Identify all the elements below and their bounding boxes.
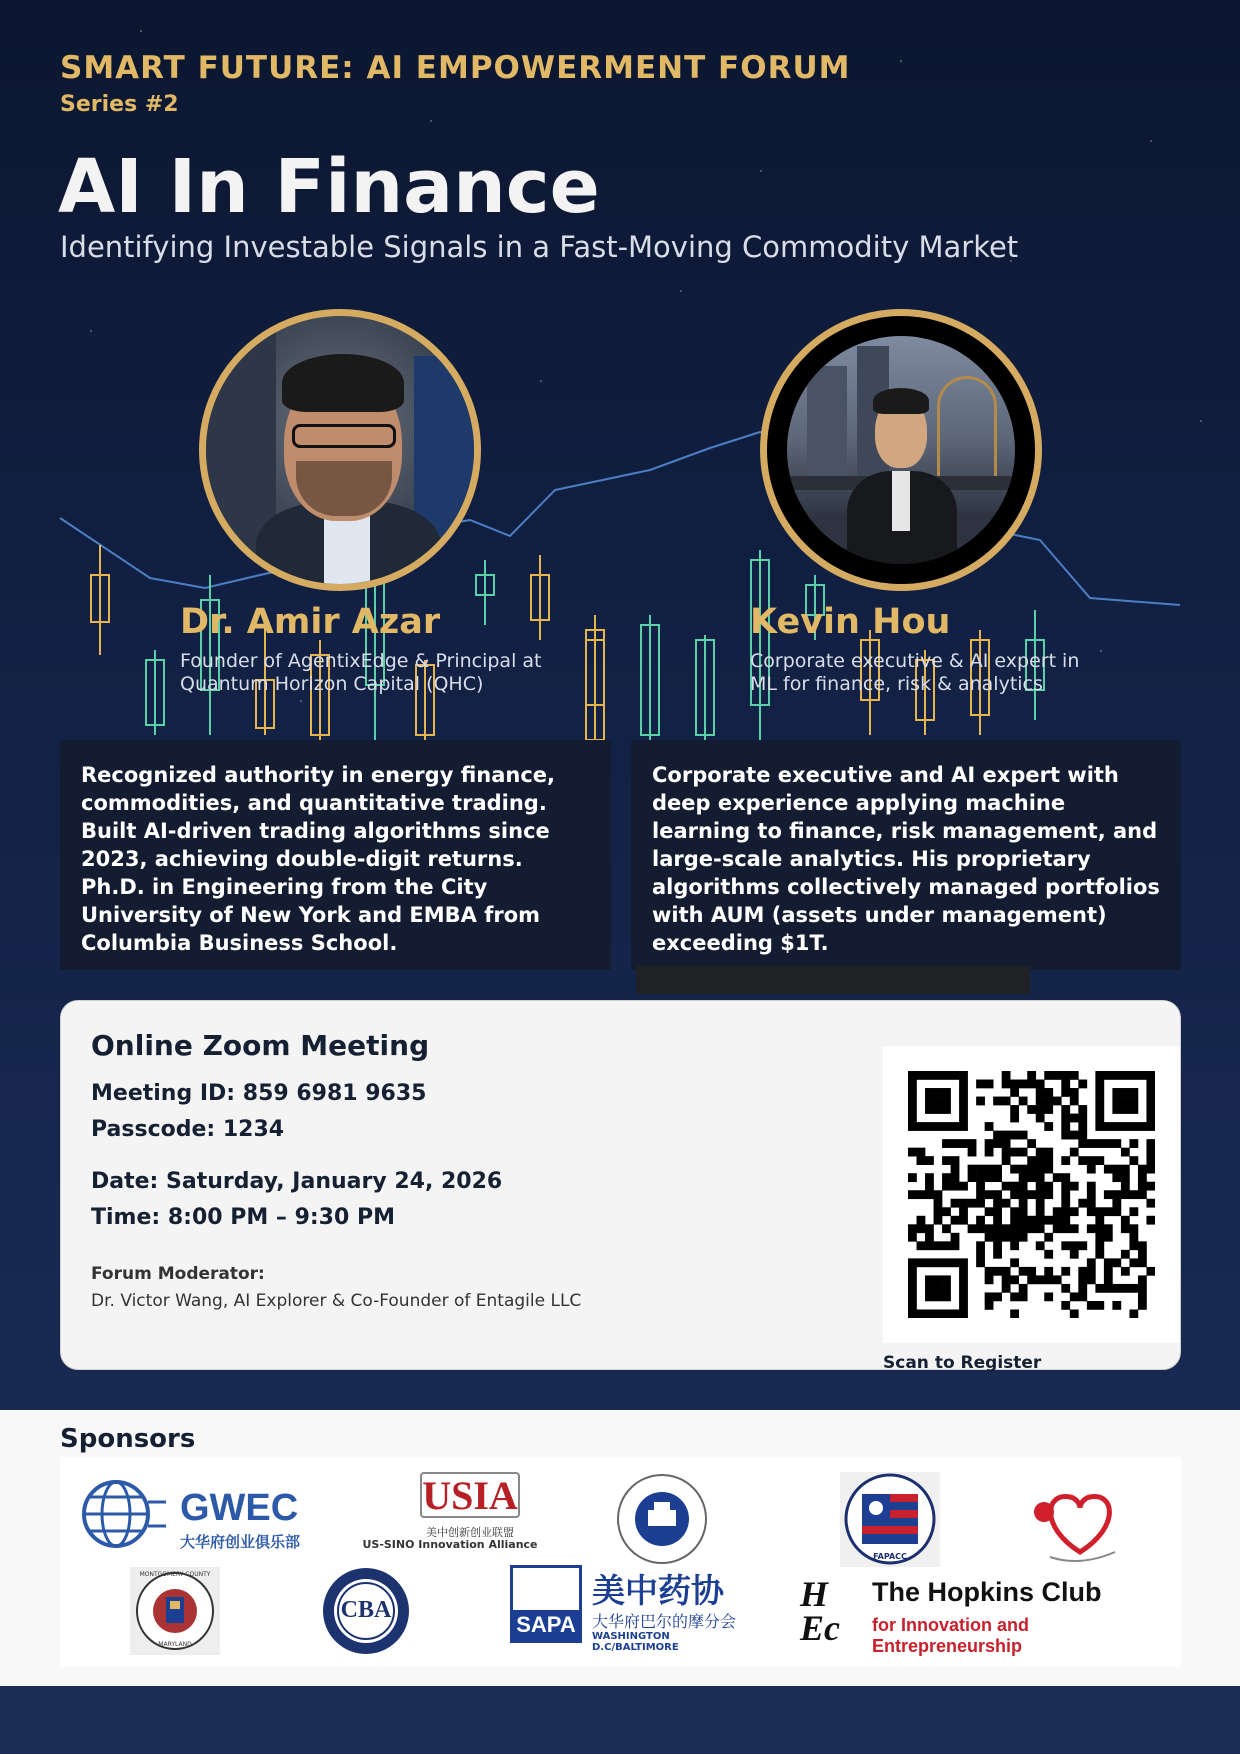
hopkins-line2: for Innovation and Entrepreneurship [872, 1615, 1029, 1656]
qr-code-icon [908, 1071, 1155, 1318]
montgomery-county-seal[interactable] [130, 1567, 220, 1655]
footer-band [0, 1686, 1240, 1754]
sapa-sub1: 大华府巴尔的摩分会 [592, 1612, 737, 1631]
cast-logo[interactable] [615, 1472, 710, 1567]
heart-icon [1020, 1472, 1140, 1567]
montgomery-top: MONTGOMERY COUNTY [139, 1571, 211, 1578]
hopkins-monogram: H Ec [800, 1574, 840, 1648]
sponsors-title: Sponsors [60, 1424, 196, 1454]
speaker-2-role-line1: Corporate executive & AI expert in [750, 650, 1080, 672]
meeting-title: Online Zoom Meeting [91, 1029, 430, 1062]
speaker-1-role-line1: Founder of AgentixEdge & Principal at [180, 650, 542, 672]
usia-mark: USIA [420, 1472, 520, 1518]
sapa-badge [510, 1565, 582, 1643]
page-subtitle: Identifying Investable Signals in a Fast-Moving Commodity Market [60, 230, 1019, 264]
usia-cn: 美中创新创业联盟 [426, 1526, 514, 1539]
speaker-1-bio: Recognized authority in energy finance, commodities, and quantitative trading. Built AI-driven trading algorithms since 2023, achieving double-digit returns. Ph.D. in Engineering from the City University of New York and EMBA from Columbia Business School. [60, 740, 611, 970]
qr-caption: Scan to Register [883, 1353, 1042, 1373]
gwec-name: GWEC [180, 1487, 299, 1529]
speaker-2-role [750, 650, 1079, 696]
speaker-2-photo [760, 309, 1042, 591]
gwec-subtitle: 大华府创业俱乐部 [180, 1533, 301, 1551]
series-number: Series #2 [60, 92, 179, 117]
asian-angels-logo[interactable] [1020, 1472, 1140, 1567]
usia-en: US-SINO Innovation Alliance [362, 1538, 538, 1551]
montgomery-bottom: MARYLAND [158, 1641, 192, 1648]
meeting-card [60, 1000, 1181, 1373]
speaker-1-name: Dr. Amir Azar [180, 602, 441, 642]
candlestick-chart-graphic [0, 0, 1240, 760]
meeting-id[interactable]: Meeting ID: 859 6981 9635 [91, 1081, 427, 1106]
divider-strip [636, 966, 1030, 994]
sapa-sub2: WASHINGTON D.C/BALTIMORE [592, 1631, 679, 1653]
series-title: SMART FUTURE: AI EMPOWERMENT FORUM [60, 50, 851, 86]
speaker-2-bio: Corporate executive and AI expert with deep experience applying machine learning to finance, risk management, and large-scale analytics. His proprietary algorithms collectively managed portfolios with AUM (assets under management) exceeding $1T. [631, 740, 1181, 970]
sapa-logo[interactable] [510, 1565, 755, 1653]
globe-icon [80, 1477, 170, 1552]
moderator-label: Forum Moderator: [91, 1264, 265, 1284]
speaker-1-role [180, 650, 541, 696]
speaker-2-role-line2: ML for finance, risk & analytics [750, 673, 1043, 695]
speaker-1-role-line2: Quantum Horizon Capital (QHC) [180, 673, 484, 695]
gwec-logo[interactable] [80, 1477, 300, 1552]
cba-name: CBA [340, 1597, 392, 1623]
fapacc-logo[interactable] [840, 1472, 940, 1567]
sponsor-logos [60, 1457, 1181, 1667]
hopkins-line1: The Hopkins Club [872, 1577, 1102, 1607]
moderator-name: Dr. Victor Wang, AI Explorer & Co-Founder of Entagile LLC [91, 1291, 582, 1311]
fapacc-label: FAPACC [873, 1552, 907, 1561]
hopkins-club-logo[interactable] [800, 1574, 1170, 1656]
sapa-name: SAPA [513, 1610, 579, 1640]
meeting-time: Time: 8:00 PM – 9:30 PM [91, 1205, 395, 1230]
association-seal-icon [615, 1472, 710, 1567]
meeting-passcode[interactable]: Passcode: 1234 [91, 1117, 285, 1142]
page-title: AI In Finance [58, 144, 600, 230]
usia-logo[interactable] [360, 1472, 540, 1552]
sponsors-section [0, 1410, 1240, 1686]
registration-qr-code[interactable] [883, 1046, 1180, 1343]
sapa-cn: 美中药协 [592, 1571, 724, 1610]
meeting-date: Date: Saturday, January 24, 2026 [91, 1169, 503, 1194]
cba-logo[interactable] [320, 1565, 412, 1657]
speaker-1-photo [199, 309, 481, 591]
speaker-2-name: Kevin Hou [750, 602, 951, 642]
